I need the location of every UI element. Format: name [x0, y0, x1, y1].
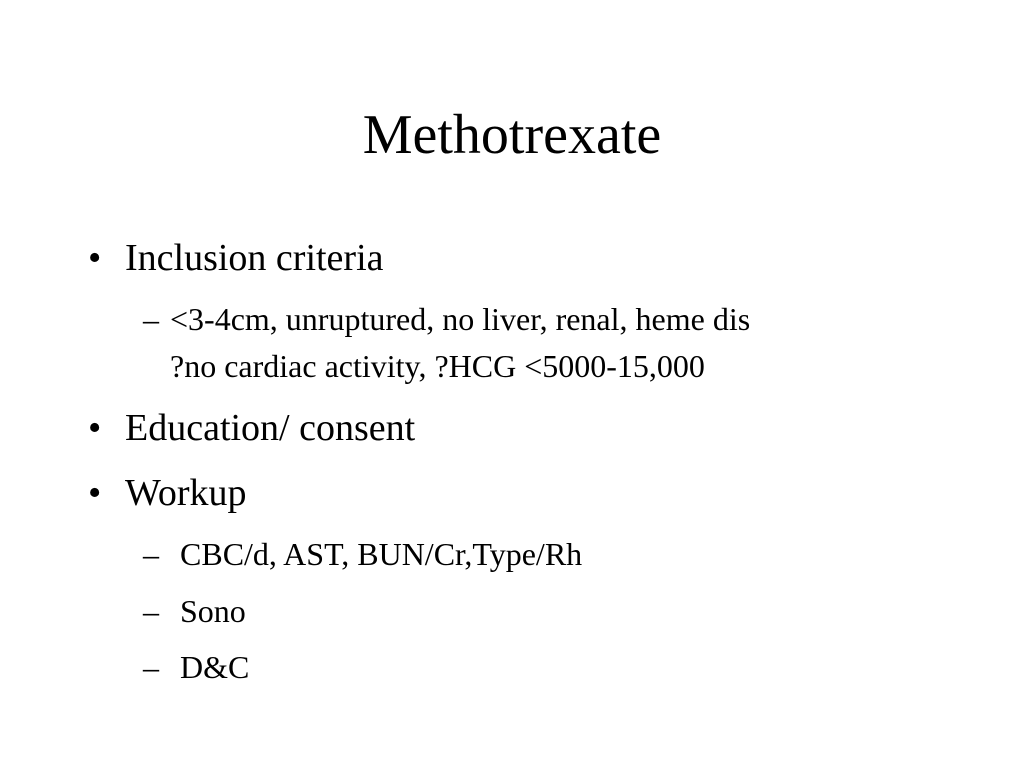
dash-icon: – — [143, 536, 159, 572]
subitem-text: D&C — [180, 649, 250, 685]
slide-title: Methotrexate — [362, 104, 662, 166]
subitem-text-line2: ?no cardiac activity, ?HCG <5000-15,000 — [170, 348, 705, 384]
bullet-text: Workup — [125, 472, 247, 514]
bullet-icon: • — [88, 407, 102, 449]
subitem-text: CBC/d, AST, BUN/Cr,Type/Rh — [180, 536, 583, 572]
bullet-icon: • — [88, 237, 102, 279]
dash-icon: – — [143, 649, 159, 685]
dash-icon: – — [143, 593, 159, 629]
subitem-text: Sono — [180, 593, 246, 629]
bullet-text: Education/ consent — [125, 407, 416, 449]
bullet-icon: • — [88, 472, 102, 514]
subitem-text-line1: <3-4cm, unruptured, no liver, renal, heme dis — [170, 301, 751, 337]
dash-icon: – — [143, 301, 159, 337]
bullet-text: Inclusion criteria — [125, 237, 384, 279]
